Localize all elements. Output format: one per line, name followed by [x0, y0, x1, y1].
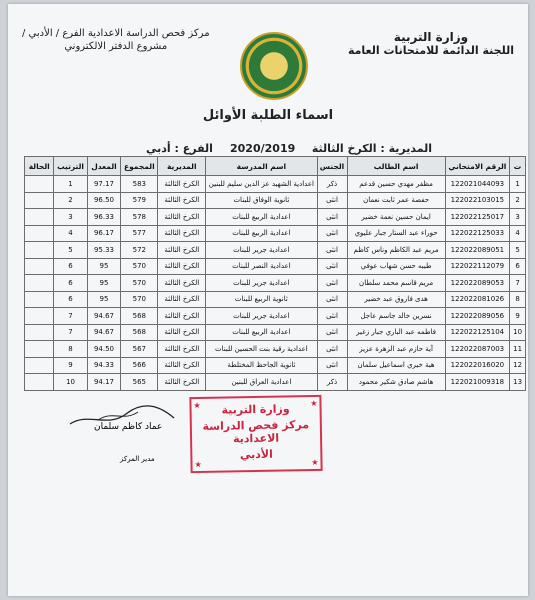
column-header: الجنس — [317, 157, 347, 176]
table-header-row — [25, 157, 526, 176]
table-cell: اعدادية الربيع للبنات — [206, 225, 317, 242]
table-cell — [25, 192, 54, 209]
table-cell: 5 — [510, 242, 526, 259]
table-cell: مريم عبد الكاظم وناس كاظم — [347, 242, 445, 259]
table-cell: ثانوية الجاحظ المختلطة — [206, 357, 317, 374]
year-label: 2020/2019 — [230, 142, 296, 155]
table-cell: 96.50 — [87, 192, 121, 209]
table-cell: الكرخ الثالثة — [158, 308, 206, 325]
document-page — [8, 4, 528, 596]
table-cell: الكرخ الثالثة — [158, 341, 206, 358]
table-cell — [25, 324, 54, 341]
column-header: المديرية — [158, 157, 206, 176]
table-cell: 95 — [87, 258, 121, 275]
ministry-logo — [240, 32, 308, 100]
table-cell: مظفر مهدي حسين قدعم — [347, 176, 445, 193]
table-cell: اعدادية جرير للبنات — [206, 275, 317, 292]
committee-name: اللجنة الدائمة للامتحانات العامة — [347, 44, 514, 57]
table-row — [25, 308, 526, 325]
table-cell: 1 — [54, 176, 87, 193]
table-cell: انثى — [317, 357, 347, 374]
table-cell: 6 — [54, 291, 87, 308]
table-cell: انثى — [317, 291, 347, 308]
table-row — [25, 341, 526, 358]
table-cell: نسرين خالد جاسم عاجل — [347, 308, 445, 325]
table-row — [25, 225, 526, 242]
center-header — [22, 28, 210, 52]
table-cell: اعدادية الربيع للبنات — [206, 324, 317, 341]
table-cell: اعدادية جرير للبنات — [206, 242, 317, 259]
stamp-star-icon: ★ — [194, 459, 202, 470]
table-cell: الكرخ الثالثة — [158, 324, 206, 341]
table-cell: ثانوية الربيع للبنات — [206, 291, 317, 308]
table-row — [25, 291, 526, 308]
table-cell: 568 — [121, 324, 158, 341]
table-cell: 570 — [121, 258, 158, 275]
signature-name: عماد كاظم سلمان — [94, 422, 163, 432]
table-cell: 2 — [54, 192, 87, 209]
table-body — [25, 176, 526, 391]
table-cell: 7 — [510, 275, 526, 292]
table-cell: حوراء عبد الستار جبار عليوي — [347, 225, 445, 242]
table-cell: طيبه حسن شهاب عوفي — [347, 258, 445, 275]
table-cell: 4 — [54, 225, 87, 242]
column-header: ت — [510, 157, 526, 176]
center-name: مركز فحص الدراسة الاعدادية الفرع / الأدبي / — [22, 28, 210, 39]
column-header: الرقم الامتحاني — [445, 157, 510, 176]
table-cell: 94.50 — [87, 341, 121, 358]
table-row — [25, 357, 526, 374]
table-cell: 122022081026 — [445, 291, 510, 308]
table-cell: الكرخ الثالثة — [158, 176, 206, 193]
table-cell: 94.67 — [87, 324, 121, 341]
table-cell: 95 — [87, 275, 121, 292]
table-cell: هدى فاروق عبد خضير — [347, 291, 445, 308]
table-cell: 122022089053 — [445, 275, 510, 292]
table-cell: 96.17 — [87, 225, 121, 242]
table-cell: انثى — [317, 209, 347, 226]
table-cell: هبة خيري اسماعيل سلمان — [347, 357, 445, 374]
table-row — [25, 176, 526, 193]
table-cell: انثى — [317, 308, 347, 325]
table-row — [25, 258, 526, 275]
table-cell: 95.33 — [87, 242, 121, 259]
table-cell: الكرخ الثالثة — [158, 192, 206, 209]
table-cell: ايمان حسين نعمة خضير — [347, 209, 445, 226]
table-cell: 7 — [54, 308, 87, 325]
table-cell: هاشم صادق شكير محمود — [347, 374, 445, 391]
column-header: اسم المدرسة — [206, 157, 317, 176]
column-header: الحالة — [25, 157, 54, 176]
table-cell: 122022103015 — [445, 192, 510, 209]
table-cell: 10 — [54, 374, 87, 391]
table-cell: 122021044093 — [445, 176, 510, 193]
ministry-header — [348, 30, 514, 57]
table-cell — [25, 341, 54, 358]
stamp-line-2: مركز فحص الدراسة الاعدادية — [202, 418, 310, 446]
table-cell: 6 — [510, 258, 526, 275]
table-cell — [25, 291, 54, 308]
table-cell: 8 — [510, 291, 526, 308]
table-cell: 94.33 — [87, 357, 121, 374]
branch-label: الفرع : أدبي — [146, 142, 213, 155]
table-cell: 1 — [510, 176, 526, 193]
table-cell: 122022016020 — [445, 357, 510, 374]
table-cell — [25, 374, 54, 391]
table-cell: 94.17 — [87, 374, 121, 391]
table-cell: مريم قاسم محمد سلطان — [347, 275, 445, 292]
table-cell: الكرخ الثالثة — [158, 242, 206, 259]
table-cell: اعدادية العراق للبنين — [206, 374, 317, 391]
students-table — [24, 156, 526, 391]
table-cell: الكرخ الثالثة — [158, 357, 206, 374]
table-row — [25, 209, 526, 226]
table-cell: 568 — [121, 308, 158, 325]
table-cell — [25, 357, 54, 374]
table-cell: الكرخ الثالثة — [158, 225, 206, 242]
table-cell: انثى — [317, 225, 347, 242]
table-cell: 97.17 — [87, 176, 121, 193]
table-cell: 570 — [121, 275, 158, 292]
table-cell: انثى — [317, 341, 347, 358]
table-cell — [25, 242, 54, 259]
table-cell — [25, 176, 54, 193]
table-row — [25, 275, 526, 292]
stamp-line-1: وزارة التربية — [221, 402, 290, 417]
table-cell: 6 — [54, 258, 87, 275]
table-cell: الكرخ الثالثة — [158, 275, 206, 292]
table-cell — [25, 209, 54, 226]
ministry-name: وزارة التربية — [393, 30, 469, 44]
table-cell: 122022125104 — [445, 324, 510, 341]
table-cell: انثى — [317, 192, 347, 209]
signature-title: مدير المركز — [120, 455, 155, 463]
table-cell: ذكر — [317, 176, 347, 193]
table-cell: اعدادية رقية بنت الحسين للبنات — [206, 341, 317, 358]
table-cell: 572 — [121, 242, 158, 259]
table-cell: 570 — [121, 291, 158, 308]
table-cell: الكرخ الثالثة — [158, 258, 206, 275]
column-header: المعدل — [87, 157, 121, 176]
table-cell: اعدادية الشهيد عز الدين سليم للبنين — [206, 176, 317, 193]
table-cell: الكرخ الثالثة — [158, 209, 206, 226]
table-cell: 5 — [54, 242, 87, 259]
table-cell — [25, 258, 54, 275]
table-cell: حفصة عمر ثابت نعمان — [347, 192, 445, 209]
table-cell: 577 — [121, 225, 158, 242]
table-cell: 583 — [121, 176, 158, 193]
table-cell: 12 — [510, 357, 526, 374]
table-cell: اعدادية جرير للبنات — [206, 308, 317, 325]
table-cell: 579 — [121, 192, 158, 209]
table-cell: فاطمه عبد الباري جبار زغير — [347, 324, 445, 341]
table-row — [25, 242, 526, 259]
table-cell: 3 — [54, 209, 87, 226]
table-cell: انثى — [317, 324, 347, 341]
table-cell: 122022089051 — [445, 242, 510, 259]
table-cell: 8 — [54, 341, 87, 358]
table-cell: 122022089056 — [445, 308, 510, 325]
table-cell: 122021009318 — [445, 374, 510, 391]
table-cell: 122022087003 — [445, 341, 510, 358]
table-cell: 94.67 — [87, 308, 121, 325]
table-cell: انثى — [317, 242, 347, 259]
table-cell: الكرخ الثالثة — [158, 291, 206, 308]
table-row — [25, 374, 526, 391]
stamp-star-icon: ★ — [193, 400, 201, 411]
table-cell: ثانوية الوفاق للبنات — [206, 192, 317, 209]
table-cell: اعدادية النصر للبنات — [206, 258, 317, 275]
table-cell: 9 — [510, 308, 526, 325]
table-cell: ذكر — [317, 374, 347, 391]
stamp-line-3: الأدبي — [239, 447, 273, 462]
table-cell — [25, 308, 54, 325]
table-cell: 10 — [510, 324, 526, 341]
table-cell: آية حازم عبد الزهرة عزيز — [347, 341, 445, 358]
table-cell: 4 — [510, 225, 526, 242]
table-cell: 3 — [510, 209, 526, 226]
table-cell: 122022112079 — [445, 258, 510, 275]
table-cell: 7 — [54, 324, 87, 341]
table-cell: 567 — [121, 341, 158, 358]
column-header: المجموع — [121, 157, 158, 176]
table-cell: 6 — [54, 275, 87, 292]
stamp-star-icon: ★ — [311, 457, 319, 468]
table-cell: 566 — [121, 357, 158, 374]
table-cell: 122022125017 — [445, 209, 510, 226]
table-cell: 122022125033 — [445, 225, 510, 242]
table-cell: انثى — [317, 275, 347, 292]
page-title: اسماء الطلبة الأوائل — [202, 108, 334, 123]
table-cell: 11 — [510, 341, 526, 358]
table-row — [25, 192, 526, 209]
table-cell: 95 — [87, 291, 121, 308]
table-cell: انثى — [317, 258, 347, 275]
table-cell — [25, 275, 54, 292]
table-cell: 13 — [510, 374, 526, 391]
table-cell: 96.33 — [87, 209, 121, 226]
table-cell: 2 — [510, 192, 526, 209]
official-stamp — [189, 395, 322, 473]
table-cell: اعدادية الربيع للبنات — [206, 209, 317, 226]
project-name: مشروع الدفتر الالكتروني — [64, 41, 168, 52]
table-cell: الكرخ الثالثة — [158, 374, 206, 391]
column-header: اسم الطالب — [347, 157, 445, 176]
table-cell: 578 — [121, 209, 158, 226]
stamp-star-icon: ★ — [310, 398, 318, 409]
table-row — [25, 324, 526, 341]
table-cell — [25, 225, 54, 242]
table-cell: 9 — [54, 357, 87, 374]
directorate-label: المديرية : الكرخ الثالثة — [311, 142, 432, 155]
column-header: الترتيب — [54, 157, 87, 176]
table-cell: 565 — [121, 374, 158, 391]
